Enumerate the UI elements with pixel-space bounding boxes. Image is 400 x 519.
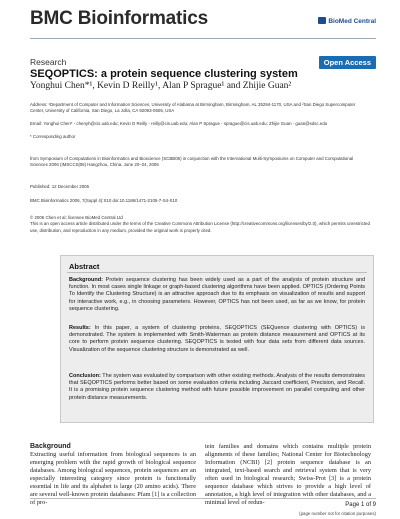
abstract-results-text: In this paper, a system of clustering proteins, SEQOPTICS (SEQuence clustering with OPTICS) is demonstrated. The system is implemented with Smith-Waterman as protein distance measurement and OPTICS at its core to perform protein sequence clustering. SEQOPTICS is tested with four data sets from different data sources. Visualization of the sequence clustering structure is demonstrated as well. (69, 325, 366, 353)
corresponding-author-note: * Corresponding author (30, 134, 76, 139)
journal-title: BMC Bioinformatics (30, 8, 208, 29)
abstract-background (69, 277, 365, 313)
abstract-background-text: Protein sequence clustering has been widely used as a part of the analysis of protein structure and function. In most cases single linkage or graph-based clustering algorithms have been applied. OPTICS (Ordering Points To Identify the Clustering Structure) is an attractive approach due to its emphasis on visualization of results and support for interactive work, e.g., in choosing parameters. However, OPTICS has not been used, as far as we know, for protein sequence clustering. (69, 277, 366, 312)
license-block (30, 215, 370, 234)
body-text-left: Extracting useful information from biological sequences is an emerging problem with the rapid growth of biological sequence databases. Among biological sequences, protein sequences are an especially interesting category since protein is functionally essential in life and its alphabet is large (20 amino acids). There are several well-known protein databases: Pfam [1] is a collection of pro- (30, 451, 196, 506)
abstract-results (69, 325, 365, 354)
license-text: This is an open access article distributed under the terms of the Creative Commons Attribution License (http://creativecommons.org/licenses/by/2.0), which permits unrestricted use, distribution, and reproduction in any medium, provided the original work is properly cited. (30, 221, 370, 233)
header-divider (30, 38, 376, 39)
published-date: Published: 12 December 2006 (30, 184, 90, 189)
publisher-name: BioMed Central (328, 18, 376, 25)
conference-note: from Symposium of Computations in Bioinformatics and Bioscience (SCBB06) in conjunction with the International Multi-Symposiums on Computer and Computational Sciences 2006 (IMSCCS|06) Hangzhou, China. June 20–24, 2006 (30, 156, 354, 168)
abstract-results-label: Results: (69, 325, 91, 331)
section-heading-background: Background (30, 443, 71, 450)
publisher-logo (318, 17, 376, 25)
abstract-background-label: Background: (69, 277, 103, 283)
citation: BMC Bioinformatics 2006, 7(Suppl 4):S10 doi:10.1186/1471-2105-7-S4-S10 (30, 198, 178, 203)
abstract-conclusion-text: The system was evaluated by comparison with other existing methods. Analysis of the results demonstrates that SEQOPTICS performs better based on some evaluation criteria including Jaccard coefficient, Precision, and Recall. It is a promising protein sequence clustering method with future possible improvement on parallel computing and other protein distance measurements. (69, 373, 365, 401)
abstract-conclusion-label: Conclusion: (69, 373, 101, 379)
authors: Yonghui Chen*¹, Kevin D Reilly¹, Alan P Sprague¹ and Zhijie Guan² (30, 81, 292, 91)
footer-divider (30, 498, 376, 499)
author-address: Address: ¹Department of Computer and Information Sciences, University of Alabama at Birmingham, Birmingham, AL 35294-1170, USA and ²San Diego Supercomputer Center, University of California, San Diego, La Jolla, CA 92093-0505, USA (30, 102, 356, 114)
abstract-title: Abstract (69, 262, 100, 271)
publisher-logo-icon (318, 17, 326, 24)
copyright: © 2006 Chen et al; licensee BioMed Central Ltd (30, 215, 123, 220)
abstract-box (60, 255, 374, 423)
article-type: Research (30, 57, 67, 67)
body-text-right: tein families and domains which contains multiple protein alignments of these families; National Center for Biotechnology Information (NCBI) [2] protein sequence database is an integrated, text-based search and retrieval system that is very often used in biological research; Swiss-Prot [3] is a protein sequence database which strives to provide a high level of annotation, a high level of integration with other databases, and a minimal level of redun- (205, 443, 371, 506)
page-number: Page 1 of 9 (345, 502, 376, 508)
abstract-conclusion (69, 373, 365, 402)
author-emails: Email: Yonghui Chen* - chenyh@cis.uab.edu; Kevin D Reilly - reilly@cis.uab.edu; Alan P Sprague - sprague@cis.uab.edu; Zhijie Guan - guan@sdsc.edu (30, 121, 328, 126)
page-note: (page number not for citation purposes) (299, 511, 376, 516)
abstract-divider (67, 272, 367, 273)
open-access-badge: Open Access (319, 56, 376, 69)
article-title: SEQOPTICS: a protein sequence clustering system (30, 68, 298, 80)
